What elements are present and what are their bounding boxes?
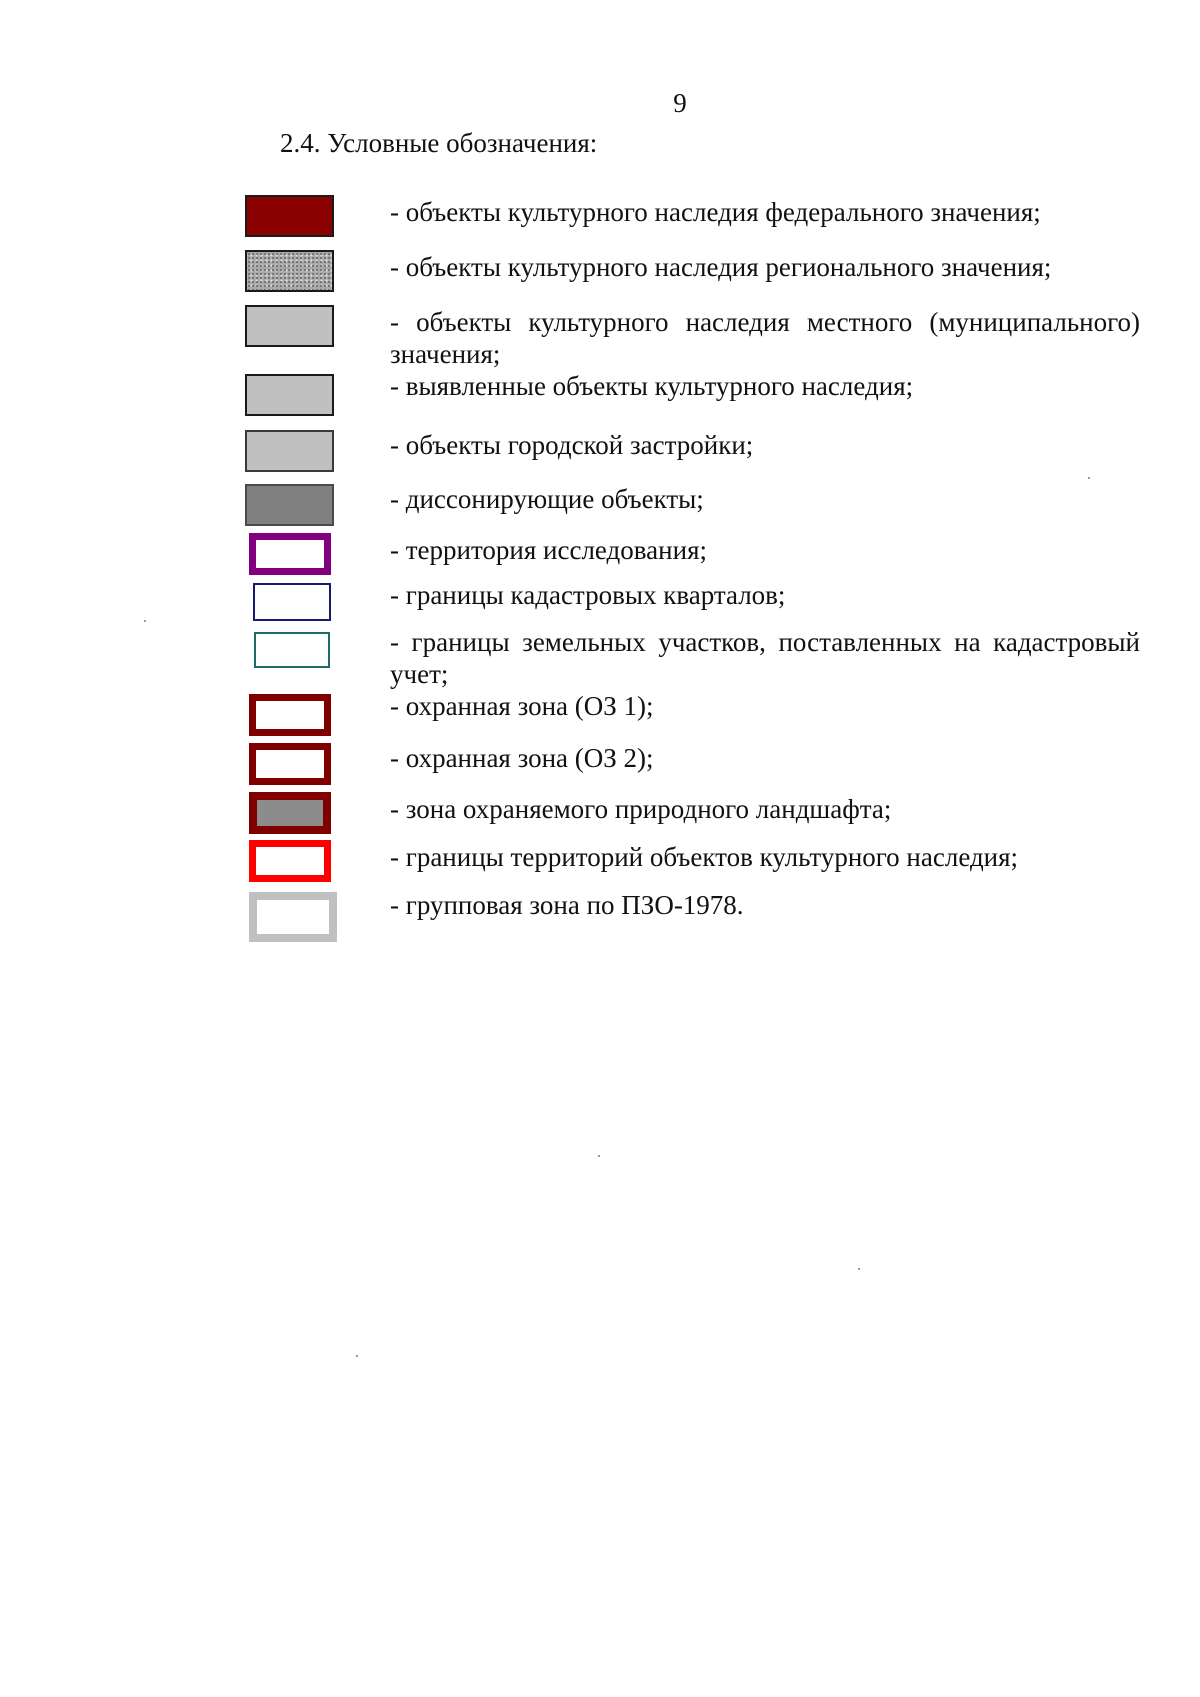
- legend-swatch: [245, 430, 334, 472]
- scan-speck: [356, 1355, 358, 1357]
- page-number: 9: [673, 88, 687, 118]
- legend-swatch: [249, 743, 331, 785]
- legend-item-text: - зона охраняемого природного ландшафта;: [390, 794, 892, 824]
- legend-swatch: [249, 792, 331, 834]
- legend-item-text: - территория исследования;: [390, 535, 707, 565]
- legend-swatch: [245, 250, 334, 292]
- legend-item-text: - объекты городской застройки;: [390, 430, 754, 460]
- scan-speck: [1088, 477, 1090, 479]
- legend-swatch: [249, 694, 331, 736]
- legend-swatch: [249, 840, 331, 882]
- legend-item-text: - границы кадастровых кварталов;: [390, 580, 786, 610]
- legend-swatch: [245, 195, 334, 237]
- scan-speck: [144, 620, 146, 622]
- legend-item-text: - охранная зона (ОЗ 2);: [390, 743, 654, 773]
- legend-swatch: [245, 484, 334, 526]
- legend-item-text: - границы территорий объектов культурного наследия;: [390, 842, 1019, 872]
- legend-item-text: - границы земельных участков, поставленных на кадастровый учет;: [390, 627, 1140, 689]
- legend-swatch: [245, 374, 334, 416]
- section-title: 2.4. Условные обозначения:: [280, 128, 598, 158]
- legend-item-text: - диссонирующие объекты;: [390, 484, 704, 514]
- legend-item-text: - объекты культурного наследия местного (муниципального) значения;: [390, 307, 1140, 369]
- legend-swatch: [249, 533, 331, 575]
- legend-item-text: - выявленные объекты культурного наследия;: [390, 371, 914, 401]
- legend-swatch: [245, 305, 334, 347]
- legend-item-text: - охранная зона (ОЗ 1);: [390, 691, 654, 721]
- legend-item-text: - объекты культурного наследия регионального значения;: [390, 252, 1052, 282]
- legend-item-text: - групповая зона по ПЗО-1978.: [390, 890, 744, 920]
- scan-speck: [598, 1155, 600, 1157]
- legend-swatch: [254, 632, 330, 668]
- legend-item-text: - объекты культурного наследия федерального значения;: [390, 197, 1041, 227]
- scan-speck: [858, 1268, 860, 1270]
- legend-swatch: [249, 892, 337, 942]
- legend-swatch: [253, 583, 331, 621]
